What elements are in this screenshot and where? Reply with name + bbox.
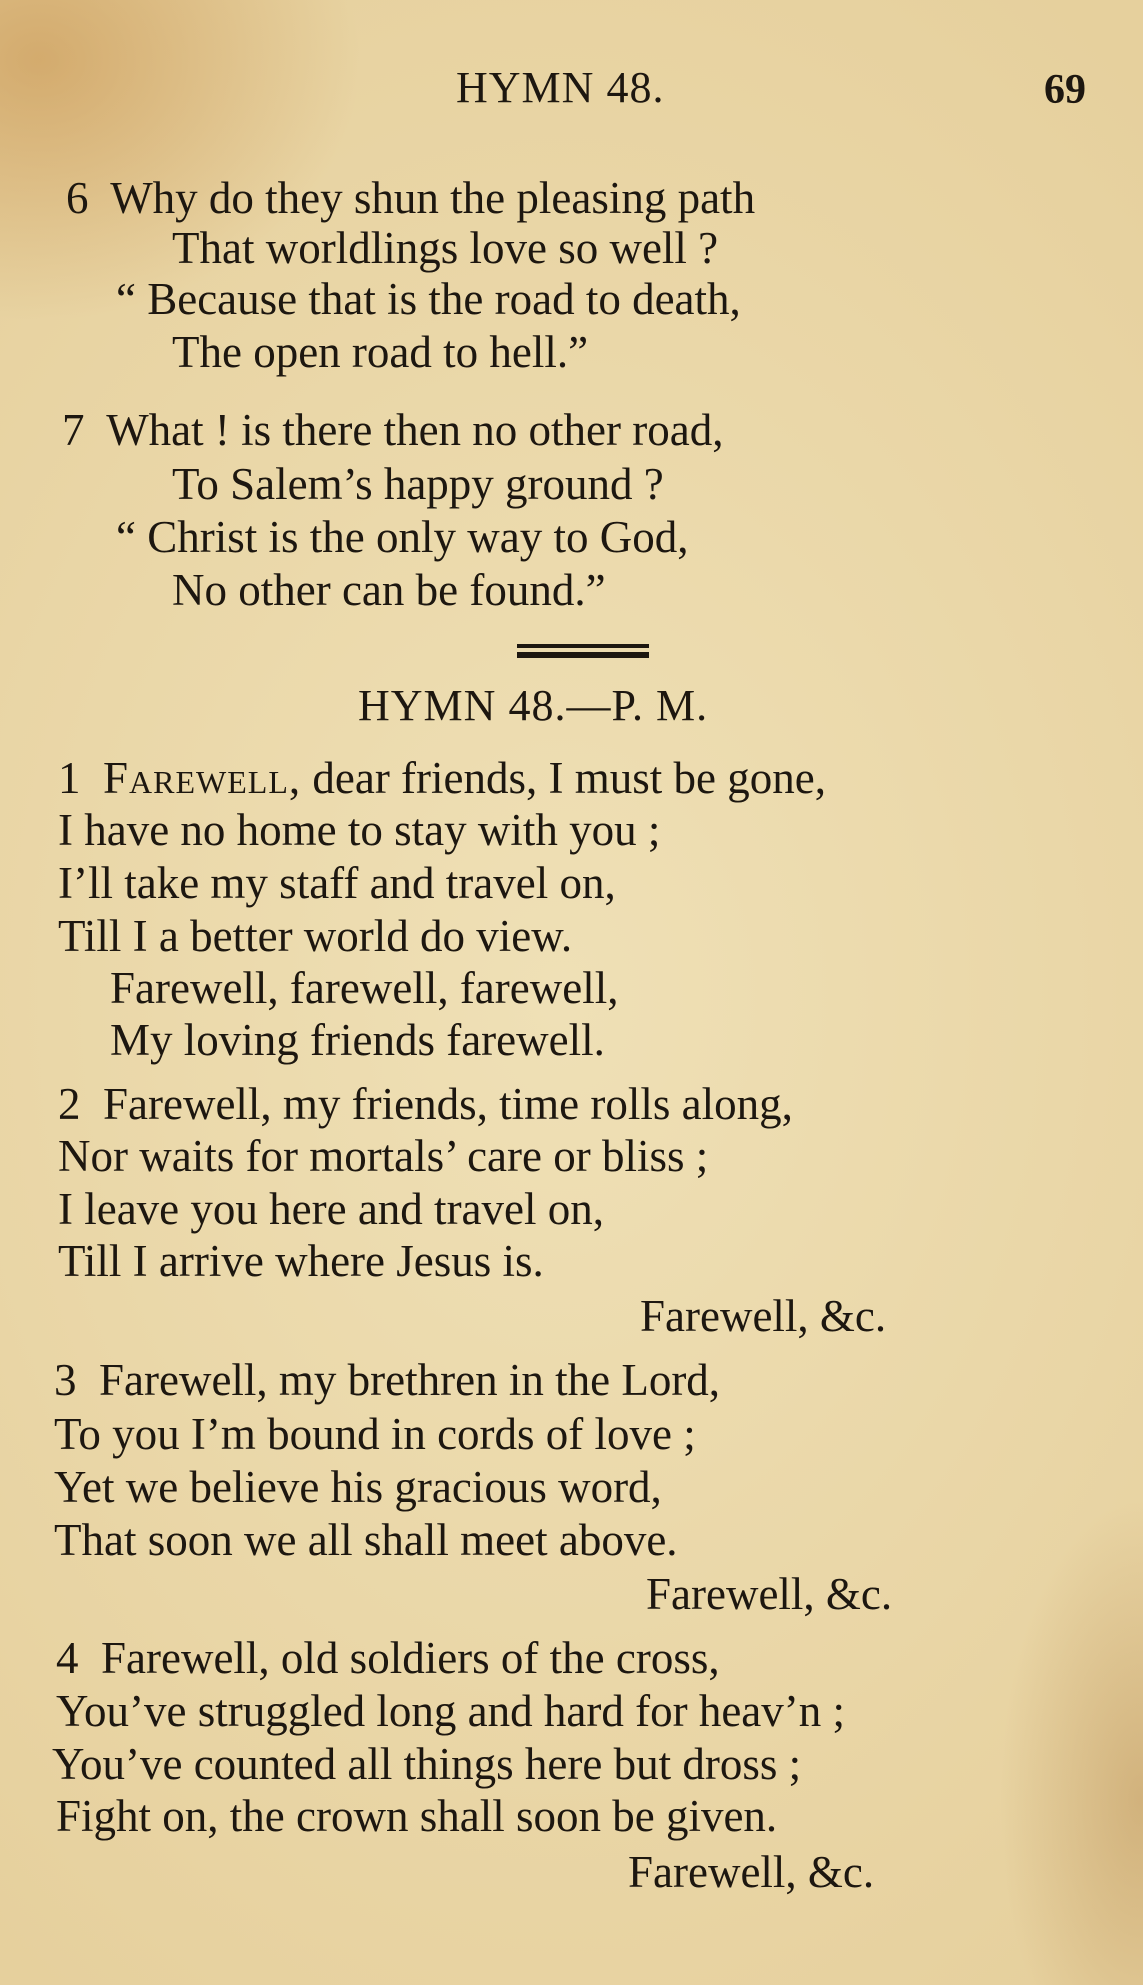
- refrain-line: Farewell, &c.: [640, 1291, 887, 1341]
- stanza-line: I have no home to stay with you ;: [58, 805, 661, 855]
- stanza-line: [62, 404, 723, 456]
- stanza-line: [58, 1078, 793, 1130]
- stanza-number: 1: [58, 753, 81, 803]
- refrain-line: Farewell, &c.: [628, 1847, 875, 1897]
- verse-text: Why do they shun the pleasing path: [110, 173, 756, 223]
- stanza-line: To you I’m bound in cords of love ;: [54, 1409, 696, 1459]
- stanza-line: That soon we all shall meet above.: [54, 1515, 678, 1565]
- chorus-line: My loving friends farewell.: [110, 1015, 605, 1065]
- chorus-line: Farewell, farewell, farewell,: [110, 963, 619, 1013]
- stanza-number: 4: [56, 1633, 79, 1683]
- stanza-line: Till I a better world do view.: [58, 911, 573, 961]
- running-head: HYMN 48.: [456, 63, 665, 112]
- stanza-line: You’ve struggled long and hard for heav’n ;: [56, 1686, 846, 1736]
- stanza-line: [58, 752, 826, 804]
- stanza-line: No other can be found.”: [172, 565, 606, 615]
- stanza-number: 7: [62, 405, 85, 455]
- refrain-line: Farewell, &c.: [646, 1569, 893, 1619]
- stanza-line: Till I arrive where Jesus is.: [58, 1236, 544, 1286]
- stanza-line: [56, 1632, 720, 1684]
- stanza-line: You’ve counted all things here but dross ;: [52, 1739, 802, 1789]
- stanza-line: That worldlings love so well ?: [172, 223, 719, 273]
- stanza-line: [54, 1354, 720, 1406]
- stanza-number: 6: [66, 173, 89, 223]
- page-number: 69: [1044, 67, 1086, 113]
- stanza-line: [66, 172, 755, 224]
- verse-text: Farewell, my brethren in the Lord,: [99, 1355, 721, 1405]
- stanza-line: “ Because that is the road to death,: [116, 274, 741, 324]
- stanza-line: The open road to hell.”: [172, 327, 589, 377]
- verse-text: Farewell, old soldiers of the cross,: [101, 1633, 720, 1683]
- stanza-line: “ Christ is the only way to God,: [116, 512, 689, 562]
- verse-text: dear friends, I must be gone,: [312, 753, 826, 803]
- hymn-title: HYMN 48.—P. M.: [358, 681, 709, 730]
- stanza-line: Yet we believe his gracious word,: [54, 1462, 662, 1512]
- stanza-number: 2: [58, 1079, 81, 1129]
- stanza-line: Fight on, the crown shall soon be given.: [56, 1791, 778, 1841]
- section-divider-rule: [517, 644, 649, 658]
- stanza-line: I’ll take my staff and travel on,: [58, 858, 616, 908]
- stanza-line: I leave you here and travel on,: [58, 1184, 604, 1234]
- verse-text: Farewell, my friends, time rolls along,: [103, 1079, 793, 1129]
- stanza-line: To Salem’s happy ground ?: [172, 459, 664, 509]
- verse-text: What ! is there then no other road,: [106, 405, 724, 455]
- stanza-number: 3: [54, 1355, 77, 1405]
- first-word: Farewell,: [103, 753, 302, 803]
- stanza-line: Nor waits for mortals’ care or bliss ;: [58, 1131, 709, 1181]
